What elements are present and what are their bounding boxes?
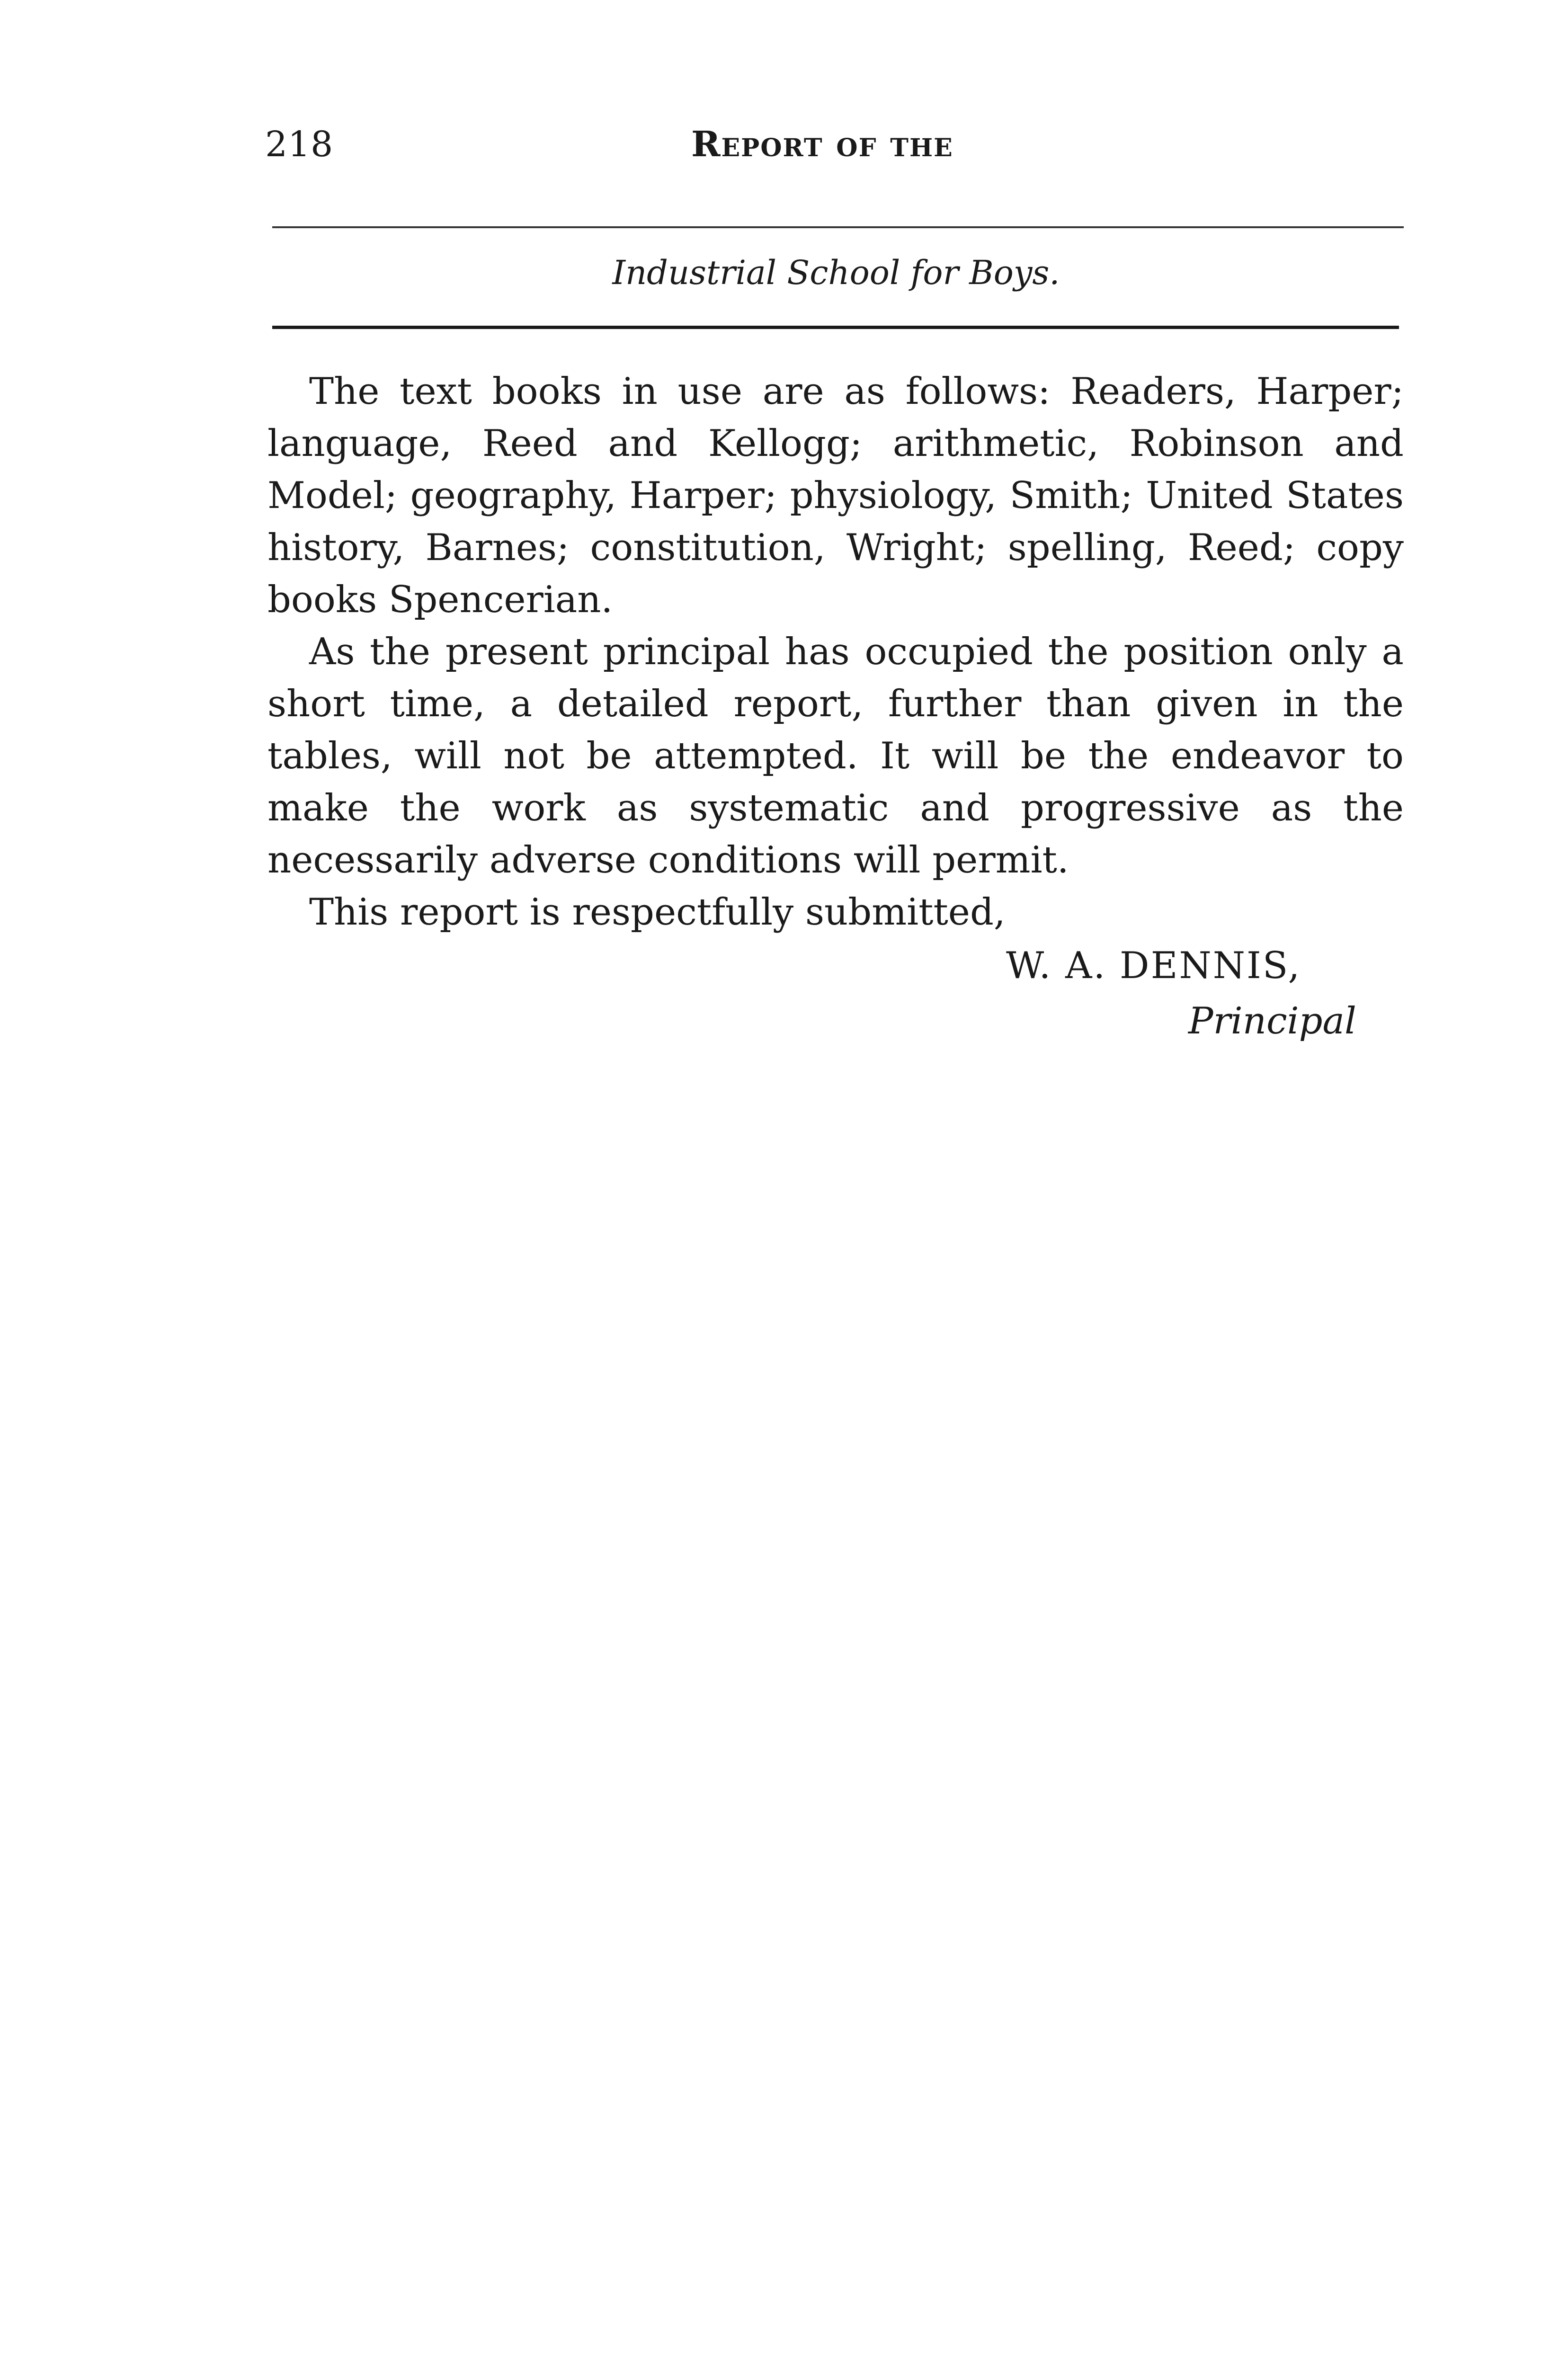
paragraph-principal: As the present principal has occupied the position only a short time, a detailed report, further than given in the tables, will not be attempted. It will be the endeavor to make the work as systematic and progressive as the necessarily adverse conditions will permit. (267, 631, 1404, 881)
body-text (267, 365, 1404, 938)
running-head: Report of the (691, 124, 953, 165)
signature-name: W. A. DENNIS, (1006, 944, 1301, 987)
header-rule-top (272, 226, 1404, 228)
paragraph-submission: This report is respectfully submitted, (309, 891, 1006, 934)
section-title: Industrial School for Boys. (612, 253, 1060, 292)
header-rule-bottom (272, 326, 1399, 329)
signature-title: Principal (1188, 1000, 1356, 1042)
paragraph-text-books: The text books in use are as follows: Readers, Harper; language, Reed and Kellogg; arithmetic, Robinson and Model; geography, Harper; physiology, Smith; United States history, Barnes; constitution, Wright; spelling, Reed; copy books Spencerian. (267, 370, 1404, 621)
page-number: 218 (265, 124, 334, 165)
